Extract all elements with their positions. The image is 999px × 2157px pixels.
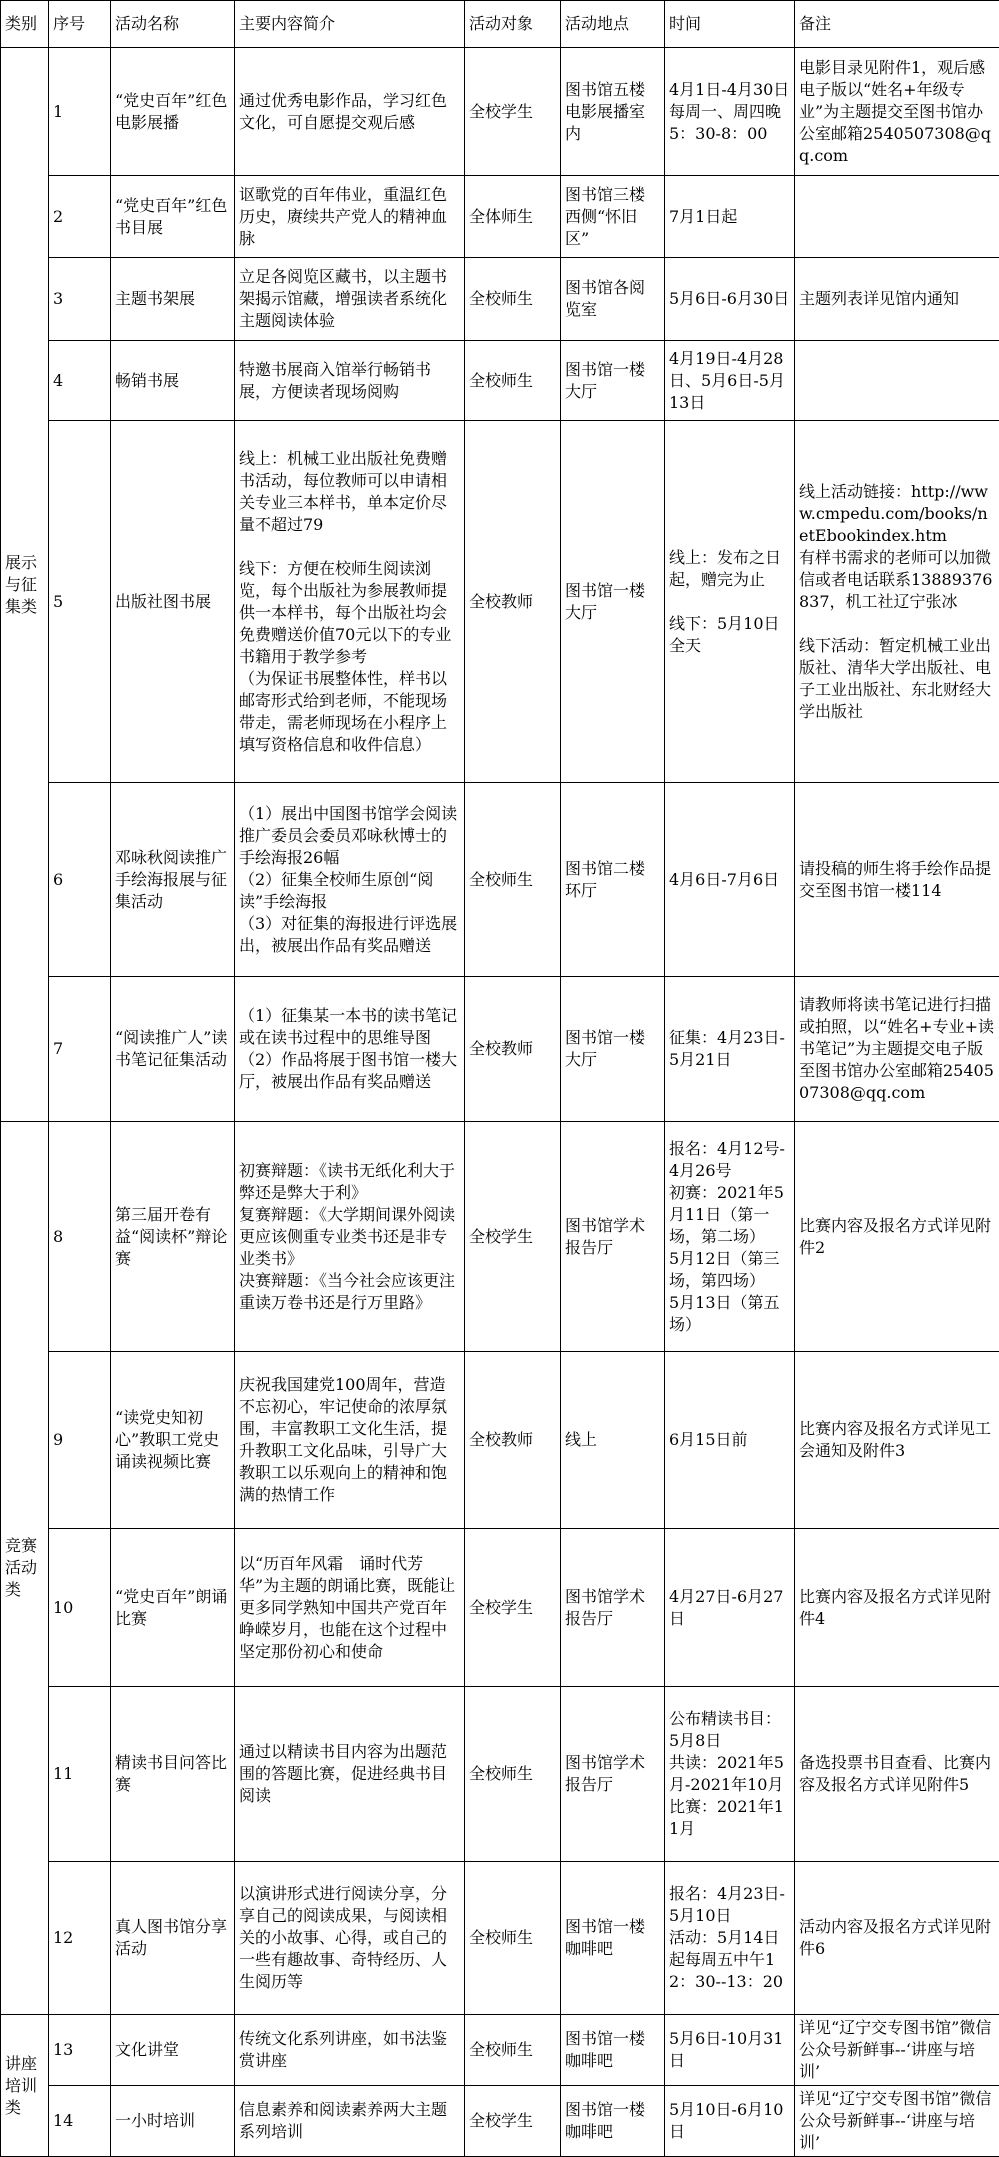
activity-name-cell: 文化讲堂: [111, 2015, 235, 2086]
table-row: [1, 783, 999, 977]
header-target: 活动对象: [465, 1, 561, 48]
header-intro: 主要内容简介: [235, 1, 465, 48]
activity-note-cell: 电影目录见附件1，观后感电子版以“姓名+年级专业”为主题提交至图书馆办公室邮箱2540507308@qq.com: [795, 48, 999, 176]
activity-place-cell: 图书馆一楼咖啡吧: [561, 2086, 665, 2157]
activity-place-cell: 图书馆学术报告厅: [561, 1687, 665, 1862]
activity-target-cell: 全校学生: [465, 2086, 561, 2157]
activity-name-cell: “读党史知初心”教职工党史诵读视频比赛: [111, 1352, 235, 1529]
activity-note-cell: 详见“辽宁交专图书馆”微信公众号新鲜事--‘讲座与培训’: [795, 2086, 999, 2157]
activity-target-cell: 全校学生: [465, 48, 561, 176]
activity-note-cell: [795, 176, 999, 258]
activity-place-cell: 图书馆五楼电影展播室内: [561, 48, 665, 176]
activity-place-cell: 图书馆学术报告厅: [561, 1122, 665, 1352]
activity-target-cell: 全校师生: [465, 1862, 561, 2015]
activity-target-cell: 全校教师: [465, 977, 561, 1122]
activity-target-cell: 全校师生: [465, 2015, 561, 2086]
activity-name-cell: 一小时培训: [111, 2086, 235, 2157]
activity-name-cell: 主题书架展: [111, 258, 235, 341]
activity-time-cell: 5月10日-6月10日: [665, 2086, 795, 2157]
activity-note-cell: 请教师将读书笔记进行扫描或拍照，以“姓名+专业+读书笔记”为主题提交电子版至图书馆办公室邮箱2540507308@qq.com: [795, 977, 999, 1122]
activity-intro-cell: 初赛辩题：《读书无纸化利大于弊还是弊大于利》 复赛辩题：《大学期间课外阅读更应该侧重专业类书还是非专业类书》 决赛辩题：《当今社会应该更注重读万卷书还是行万里路》: [235, 1122, 465, 1352]
activity-time-cell: 5月6日-6月30日: [665, 258, 795, 341]
activity-intro-cell: 通过以精读书目内容为出题范围的答题比赛，促进经典书目阅读: [235, 1687, 465, 1862]
table-row: [1, 2086, 999, 2157]
activity-target-cell: 全校师生: [465, 1687, 561, 1862]
header-category: 类别: [1, 1, 49, 48]
header-note: 备注: [795, 1, 999, 48]
activity-place-cell: 图书馆一楼咖啡吧: [561, 1862, 665, 2015]
header-row: [1, 1, 999, 48]
activity-name-cell: 出版社图书展: [111, 421, 235, 783]
activity-note-cell: 比赛内容及报名方式详见附件2: [795, 1122, 999, 1352]
header-number: 序号: [49, 1, 111, 48]
row-number-cell: 10: [49, 1529, 111, 1687]
activity-place-cell: 图书馆一楼大厅: [561, 977, 665, 1122]
activity-note-cell: 备选投票书目查看、比赛内容及报名方式详见附件5: [795, 1687, 999, 1862]
activity-time-cell: 4月27日-6月27日: [665, 1529, 795, 1687]
activity-name-cell: 真人图书馆分享活动: [111, 1862, 235, 2015]
activity-target-cell: 全体师生: [465, 176, 561, 258]
activity-time-cell: 征集：4月23日-5月21日: [665, 977, 795, 1122]
activity-intro-cell: 通过优秀电影作品，学习红色文化，可自愿提交观后感: [235, 48, 465, 176]
row-number-cell: 1: [49, 48, 111, 176]
table-row: [1, 2015, 999, 2086]
activity-place-cell: 图书馆二楼环厅: [561, 783, 665, 977]
row-number-cell: 7: [49, 977, 111, 1122]
table-row: [1, 176, 999, 258]
activity-name-cell: “党史百年”朗诵比赛: [111, 1529, 235, 1687]
row-number-cell: 12: [49, 1862, 111, 2015]
activity-target-cell: 全校师生: [465, 341, 561, 421]
activity-note-cell: 线上活动链接：http://www.cmpedu.com/books/netEbookindex.htm 有样书需求的老师可以加微信或者电话联系13889376837，机工社辽宁张冰 线下活动：暂定机械工业出版社、清华大学出版社、电子工业出版社、东北财经大学出版社: [795, 421, 999, 783]
activity-target-cell: 全校教师: [465, 1352, 561, 1529]
row-number-cell: 9: [49, 1352, 111, 1529]
row-number-cell: 11: [49, 1687, 111, 1862]
row-number-cell: 3: [49, 258, 111, 341]
activity-place-cell: 图书馆三楼西侧“怀旧区”: [561, 176, 665, 258]
row-number-cell: 14: [49, 2086, 111, 2157]
activity-intro-cell: （1）展出中国图书馆学会阅读推广委员会委员邓咏秋博士的手绘海报26幅 （2）征集全校师生原创“阅读”手绘海报 （3）对征集的海报进行评选展出，被展出作品有奖品赠送: [235, 783, 465, 977]
activity-note-cell: 比赛内容及报名方式详见工会通知及附件3: [795, 1352, 999, 1529]
activity-place-cell: 线上: [561, 1352, 665, 1529]
activity-intro-cell: 特邀书展商入馆举行畅销书展，方便读者现场阅购: [235, 341, 465, 421]
activity-target-cell: 全校学生: [465, 1529, 561, 1687]
row-number-cell: 2: [49, 176, 111, 258]
table-row: [1, 341, 999, 421]
activity-time-cell: 报名：4月23日-5月10日 活动：5月14日起每周五中午12：30--13：20: [665, 1862, 795, 2015]
activity-note-cell: [795, 341, 999, 421]
activity-name-cell: 精读书目问答比赛: [111, 1687, 235, 1862]
activity-intro-cell: （1）征集某一本书的读书笔记或在读书过程中的思维导图 （2）作品将展于图书馆一楼大厅，被展出作品有奖品赠送: [235, 977, 465, 1122]
activity-target-cell: 全校教师: [465, 421, 561, 783]
activity-time-cell: 报名：4月12号-4月26号 初赛：2021年5月11日（第一场，第二场） 5月12日（第三场，第四场） 5月13日（第五场）: [665, 1122, 795, 1352]
activity-intro-cell: 讴歌党的百年伟业，重温红色历史，赓续共产党人的精神血脉: [235, 176, 465, 258]
table-row: [1, 1529, 999, 1687]
activity-note-cell: 比赛内容及报名方式详见附件4: [795, 1529, 999, 1687]
activity-place-cell: 图书馆各阅览室: [561, 258, 665, 341]
activity-intro-cell: 以演讲形式进行阅读分享，分享自己的阅读成果，与阅读相关的小故事、心得，或自己的一些有趣故事、奇特经历、人生阅历等: [235, 1862, 465, 2015]
activity-place-cell: 图书馆一楼大厅: [561, 341, 665, 421]
activity-intro-cell: 立足各阅览区藏书，以主题书架揭示馆藏，增强读者系统化主题阅读体验: [235, 258, 465, 341]
activity-target-cell: 全校学生: [465, 1122, 561, 1352]
activity-name-cell: “党史百年”红色书目展: [111, 176, 235, 258]
table-row: [1, 1352, 999, 1529]
activity-place-cell: 图书馆学术报告厅: [561, 1529, 665, 1687]
category-cell: 展示 与征 集类: [1, 48, 49, 1122]
activity-name-cell: 畅销书展: [111, 341, 235, 421]
activity-target-cell: 全校师生: [465, 258, 561, 341]
activity-target-cell: 全校师生: [465, 783, 561, 977]
header-activity-name: 活动名称: [111, 1, 235, 48]
activity-place-cell: 图书馆一楼大厅: [561, 421, 665, 783]
activity-intro-cell: 以“历百年风霜 诵时代芳华”为主题的朗诵比赛，既能让更多同学熟知中国共产党百年峥嵘岁月，也能在这个过程中坚定那份初心和使命: [235, 1529, 465, 1687]
activity-note-cell: 活动内容及报名方式详见附件6: [795, 1862, 999, 2015]
row-number-cell: 6: [49, 783, 111, 977]
table-row: [1, 421, 999, 783]
activity-intro-cell: 传统文化系列讲座，如书法鉴赏讲座: [235, 2015, 465, 2086]
row-number-cell: 13: [49, 2015, 111, 2086]
activity-time-cell: 5月6日-10月31日: [665, 2015, 795, 2086]
category-cell: 讲座 培训 类: [1, 2015, 49, 2157]
table-row: [1, 258, 999, 341]
activity-place-cell: 图书馆一楼咖啡吧: [561, 2015, 665, 2086]
activity-intro-cell: 信息素养和阅读素养两大主题系列培训: [235, 2086, 465, 2157]
activity-name-cell: “党史百年”红色电影展播: [111, 48, 235, 176]
activity-time-cell: 公布精读书目：5月8日 共读：2021年5月-2021年10月 比赛：2021年11月: [665, 1687, 795, 1862]
activity-intro-cell: 庆祝我国建党100周年，营造不忘初心，牢记使命的浓厚氛围，丰富教职工文化生活，提升教职工文化品味，引导广大教职工以乐观向上的精神和饱满的热情工作: [235, 1352, 465, 1529]
activity-time-cell: 线上：发布之日起，赠完为止 线下：5月10日全天: [665, 421, 795, 783]
row-number-cell: 4: [49, 341, 111, 421]
table-row: [1, 48, 999, 176]
header-place: 活动地点: [561, 1, 665, 48]
category-cell: 竞赛 活动 类: [1, 1122, 49, 2015]
table-row: [1, 1122, 999, 1352]
activity-intro-cell: 线上：机械工业出版社免费赠书活动，每位教师可以申请相关专业三本样书，单本定价尽量不超过79 线下：方便在校师生阅读浏览，每个出版社为参展教师提供一本样书，每个出版社均会免费赠送价值70元以下的专业书籍用于教学参考 （为保证书展整体性，样书以邮寄形式给到老师，不能现场带走，需老师现场在小程序上填写资格信息和收件信息）: [235, 421, 465, 783]
activity-note-cell: 详见“辽宁交专图书馆”微信公众号新鲜事--‘讲座与培训’: [795, 2015, 999, 2086]
activity-note-cell: 请投稿的师生将手绘作品提交至图书馆一楼114: [795, 783, 999, 977]
header-time: 时间: [665, 1, 795, 48]
activity-time-cell: 4月1日-4月30日每周一、周四晚5：30-8：00: [665, 48, 795, 176]
activity-name-cell: “阅读推广人”读书笔记征集活动: [111, 977, 235, 1122]
table-row: [1, 1687, 999, 1862]
table-row: [1, 977, 999, 1122]
table-row: [1, 1862, 999, 2015]
activity-time-cell: 6月15日前: [665, 1352, 795, 1529]
row-number-cell: 5: [49, 421, 111, 783]
activity-time-cell: 4月6日-7月6日: [665, 783, 795, 977]
row-number-cell: 8: [49, 1122, 111, 1352]
activity-name-cell: 邓咏秋阅读推广手绘海报展与征集活动: [111, 783, 235, 977]
activity-note-cell: 主题列表详见馆内通知: [795, 258, 999, 341]
activity-time-cell: 4月19日-4月28日、5月6日-5月13日: [665, 341, 795, 421]
activity-time-cell: 7月1日起: [665, 176, 795, 258]
activity-name-cell: 第三届开卷有益“阅读杯”辩论赛: [111, 1122, 235, 1352]
